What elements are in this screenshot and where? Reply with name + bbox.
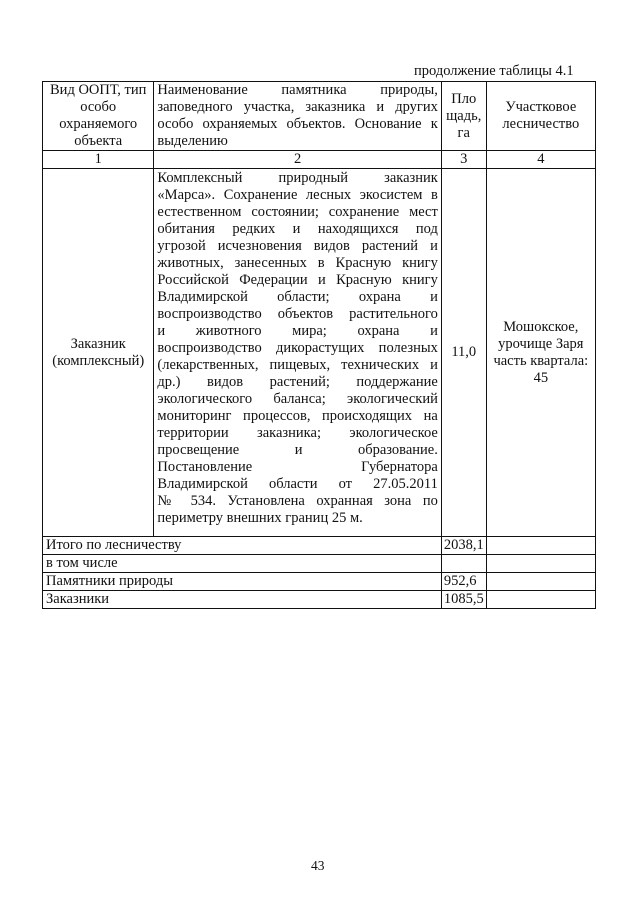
summary-label: Заказники xyxy=(43,591,442,609)
object-area: 11,0 xyxy=(441,169,486,537)
summary-label: Итого по лесничеству xyxy=(43,537,442,555)
column-number: 3 xyxy=(441,151,486,169)
description-line: животных, занесенных в Красную книгу xyxy=(157,255,438,271)
summary-empty-cell xyxy=(486,537,595,555)
description-line: обитания редких и находящихся под xyxy=(157,221,438,237)
summary-row xyxy=(43,537,596,555)
description-line: Комплексный природный заказник xyxy=(157,170,438,186)
summary-row xyxy=(43,591,596,609)
description-line: воспроизводство дикорастущих полезных xyxy=(157,340,438,356)
summary-value xyxy=(441,555,486,573)
description-line: угрозой исчезновения видов растений и xyxy=(157,238,438,254)
summary-value: 1085,5 xyxy=(441,591,486,609)
description-line: Владимирской области от 27.05.2011 xyxy=(157,476,438,492)
summary-empty-cell xyxy=(486,591,595,609)
column-numbers-row xyxy=(43,151,596,169)
summary-row xyxy=(43,555,596,573)
object-description xyxy=(154,169,441,537)
column-number: 2 xyxy=(154,151,441,169)
description-line: (лекарственных, пищевых, технических и xyxy=(157,357,438,373)
description-line: Владимирской области; охрана и xyxy=(157,289,438,305)
summary-value: 2038,1 xyxy=(441,537,486,555)
description-line: естественном состоянии; сохранение мест xyxy=(157,204,438,220)
object-forestry: Мошокское, урочище Заря часть квартала: 45 xyxy=(486,169,595,537)
description-line: и животного мира; охрана и xyxy=(157,323,438,339)
description-line: «Марса». Сохранение лесных экосистем в xyxy=(157,187,438,203)
description-line: территории заказника; экологическое xyxy=(157,425,438,441)
description-line: Постановление Губернатора xyxy=(157,459,438,475)
description-line: экологического баланса; экологический xyxy=(157,391,438,407)
summary-label: в том числе xyxy=(43,555,442,573)
summary-empty-cell xyxy=(486,555,595,573)
summary-label: Памятники природы xyxy=(43,573,442,591)
description-line: Российской Федерации и Красную книгу xyxy=(157,272,438,288)
table-continuation-label: продолжение таблицы 4.1 xyxy=(414,63,574,79)
protected-areas-table xyxy=(42,81,596,609)
header-name: Наименование памятника природы, заповедного участка, заказника и других особо охраняемых объектов. Основание к выделению xyxy=(154,82,441,151)
description-line: просвещение и образование. xyxy=(157,442,438,458)
description-line: периметру внешних границ 25 м. xyxy=(157,510,363,526)
description-line: № 534. Установлена охранная зона по xyxy=(157,493,438,509)
table-header-row xyxy=(43,82,596,151)
table-row xyxy=(43,169,596,537)
summary-row xyxy=(43,573,596,591)
description-line: др.) видов растений; поддержание xyxy=(157,374,438,390)
object-type: Заказник (комплексный) xyxy=(43,169,154,537)
header-forestry: Участковое лесничество xyxy=(486,82,595,151)
header-area: Пло щадь, га xyxy=(441,82,486,151)
column-number: 4 xyxy=(486,151,595,169)
page-number: 43 xyxy=(311,858,325,873)
header-type: Вид ООПТ, тип особо охраняемого объекта xyxy=(43,82,154,151)
description-line: мониторинг процессов, происходящих на xyxy=(157,408,438,424)
summary-value: 952,6 xyxy=(441,573,486,591)
column-number: 1 xyxy=(43,151,154,169)
description-line: воспроизводство объектов растительного xyxy=(157,306,438,322)
summary-empty-cell xyxy=(486,573,595,591)
